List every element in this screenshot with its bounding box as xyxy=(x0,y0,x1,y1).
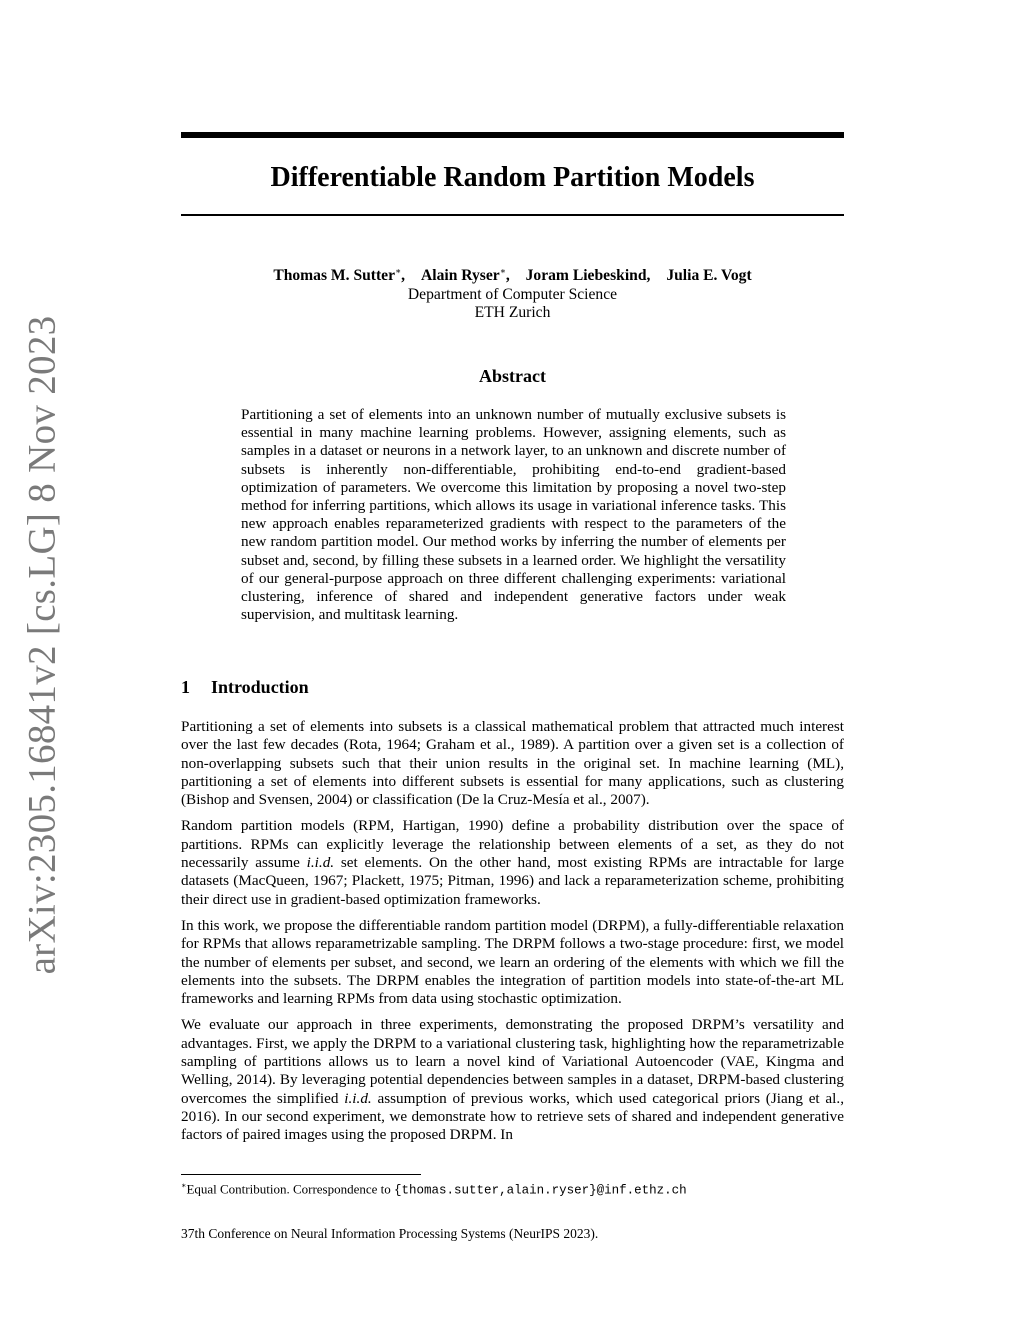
affiliation-institution: ETH Zurich xyxy=(474,304,551,322)
authors-block xyxy=(181,262,844,323)
venue-note: 37th Conference on Neural Information Processing Systems (NeurIPS 2023). xyxy=(181,1226,599,1241)
affiliation-department: Department of Computer Science xyxy=(407,285,618,303)
paper-title: Differentiable Random Partition Models xyxy=(270,162,755,193)
correspondence-email[interactable]: {thomas.sutter,alain.ryser}@inf.ethz.ch xyxy=(394,1183,687,1198)
author: Alain Ryser∗, xyxy=(420,266,510,285)
author: Joram Liebeskind, xyxy=(525,267,651,285)
author-list xyxy=(181,262,844,286)
footnote-rule xyxy=(181,1174,421,1175)
paragraph: Partitioning a set of elements into subsets is a classical mathematical problem that attracted much interest over the last few decades (Rota, 1964; Graham et al., 1989). A partition over a given set is a collection of non-overlapping subsets such that their union results in the original set. In machine learning (ML), partitioning a set of elements into different subsets is essential for many applications, such as clustering (Bishop and Svensen, 2004) or classification (De la Cruz-Mesía et al., 2007). xyxy=(181,718,844,809)
abstract-heading: Abstract xyxy=(479,366,546,386)
section-title: Introduction xyxy=(211,677,309,697)
introduction-body xyxy=(181,718,844,1153)
section-heading-introduction xyxy=(181,677,309,698)
section-number: 1 xyxy=(181,677,190,697)
author: Thomas M. Sutter∗, xyxy=(273,266,406,285)
title-top-rule xyxy=(181,132,844,138)
footnote: ∗Equal Contribution. Correspondence to {thomas.sutter,alain.ryser}@inf.ethz.ch xyxy=(181,1181,687,1198)
title-bottom-rule xyxy=(181,214,844,216)
author: Julia E. Vogt xyxy=(666,267,752,285)
arxiv-identifier: arXiv:2305.16841v2 [cs.LG] 8 Nov 2023 xyxy=(20,315,64,975)
paragraph: Random partition models (RPM, Hartigan, 1990) define a probability distribution over the space of partitions. RPMs can explicitly leverage the relationship between elements of a set, as they do not necessarily assume i.i.d. set elements. On the other hand, most existing RPMs are intractable for large datasets (MacQueen, 1967; Plackett, 1975; Pitman, 1996) and lack a reparameterization scheme, prohibiting their direct use in gradient-based optimization frameworks. xyxy=(181,817,844,908)
paragraph: In this work, we propose the differentiable random partition model (DRPM), a fully-differentiable relaxation for RPMs that allows reparametrizable sampling. The DRPM follows a two-stage procedure: first, we model the number of elements per subset, and second, we learn an ordering of the elements with which we fill the elements into the subsets. The DRPM enables the integration of partition models into state-of-the-art ML frameworks and learning RPMs from data using stochastic optimization. xyxy=(181,916,844,1008)
abstract-text: Partitioning a set of elements into an unknown number of mutually exclusive subsets is essential in many machine learning problems. However, assigning elements, such as samples in a dataset or neurons in a network layer, to an unknown and discrete number of subsets is inherently non-differentiable, prohibiting end-to-end gradient-based optimization of parameters. We overcome this limitation by proposing a novel two-step method for inferring partitions, which allows its usage in variational inference tasks. This new approach enables reparameterized gradients with respect to the parameters of the new random partition model. Our method works by inferring the number of elements per subset and, second, by filling these subsets in a learned order. We highlight the versatility of our general-purpose approach on three different challenging experiments: variational clustering, inference of shared and independent generative factors under weak supervision, and multitask learning. xyxy=(241,406,786,624)
paragraph: We evaluate our approach in three experiments, demonstrating the proposed DRPM’s versatility and advantages. First, we apply the DRPM to a variational clustering task, highlighting how the reparametrizable sampling of partitions allows us to learn a novel kind of Variational Autoencoder (VAE, Kingma and Welling, 2014). By leveraging potential dependencies between samples in a dataset, DRPM-based clustering overcomes the simplified i.i.d. assumption of previous works, which used categorical priors (Jiang et al., 2016). In our second experiment, we demonstrate how to retrieve sets of shared and independent generative factors of paired images using the proposed DRPM. In xyxy=(181,1016,844,1144)
